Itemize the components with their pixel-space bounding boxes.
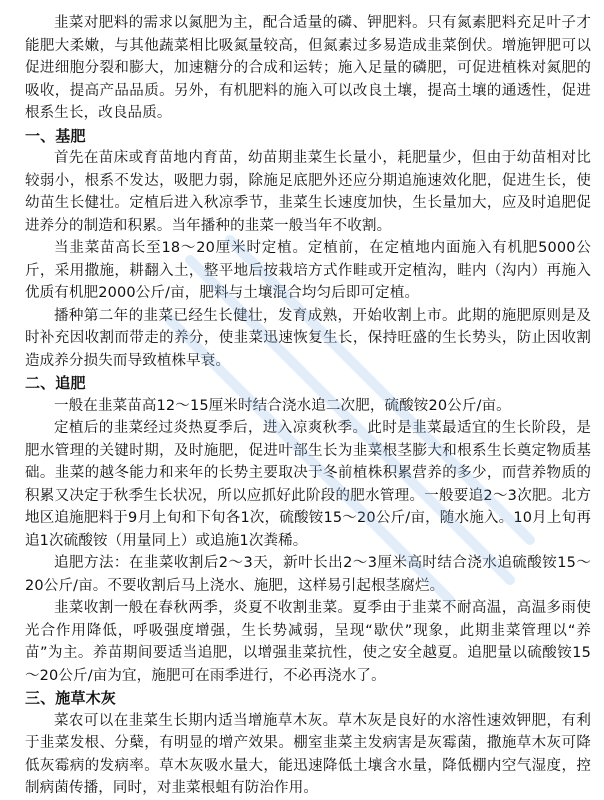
paragraph: 追肥方法：在韭菜收割后2～3天，新叶长出2～3厘米高时结合浇水追硫酸铵15～20公斤/亩。不要收割后马上浇水、施肥，这样易引起根茎腐烂。 — [25, 555, 591, 594]
section-heading-plant-ash: 三、施草木灰 — [25, 689, 116, 707]
section-heading-topdressing: 二、追肥 — [25, 374, 86, 392]
paragraph: 一般在韭菜苗高12～15厘米时结合浇水追二次肥，硫酸铵20公斤/亩。 — [54, 397, 511, 414]
document-body — [25, 12, 591, 800]
paragraph: 韭菜收割一般在春秋两季，炎夏不收割韭菜。夏季由于韭菜不耐高温，高温多雨使光合作用降低，呼吸强度增强，生长势减弱，呈现“歇伏”现象，此期韭菜管理以“养苗”为主。养苗期间要适当追肥，以增强韭菜抗性，使之安全越夏。追肥量以硫酸铵15～20公斤/亩为宜，施肥可在雨季进行，不必再浇水了。 — [25, 600, 591, 684]
paragraph: 当韭菜苗高长至18～20厘米时定植。定植前，在定植地内面施入有机肥5000公斤，采用撒施，耕翻入土，整平地后按栽培方式作畦或开定植沟，畦内（沟内）再施入优质有机肥2000公斤/亩，肥料与土壤混合均匀后即可定植。 — [25, 240, 591, 301]
paragraph: 播种第二年的韭菜已经生长健壮，发育成熟，开始收割上市。此期的施肥原则是及时补充因收割而带走的养分，使韭菜迅速恢复生长，保持旺盛的生长势头，防止因收割造成养分损失而导致植株早衰。 — [25, 307, 591, 369]
paragraph: 菜农可以在韭菜生长期内适当增施草木灰。草木灰是良好的水溶性速效钾肥，有利于韭菜发根、分蘖，有明显的增产效果。棚室韭菜主发病害是灰霉菌，撒施草木灰可降低灰霉病的发病率。草木灰吸水量大，能迅速降低土壤含水量，降低棚内空气湿度，控制病菌传播，同时，对韭菜根蛆有防治作用。 — [25, 712, 591, 796]
section-heading-base-fertilizer: 一、基肥 — [25, 126, 86, 145]
paragraph: 首先在苗床或育苗地内育苗，幼苗期韭菜生长量小，耗肥量少，但由于幼苗相对比较弱小，根系不发达，吸肥力弱，除施足底肥外还应分期追施速效化肥，促进生长，使幼苗生长健壮。定植后进入秋凉季节，韭菜生长速度加快，生长量加大，应及时追肥促进养分的制造和积累。当年播种的韭菜一般当年不收割。 — [25, 150, 591, 234]
intro-paragraph: 韭菜对肥料的需求以氮肥为主，配合适量的磷、钾肥料。只有氮素肥料充足叶子才能肥大柔嫩，与其他蔬菜相比吸氮量较高，但氮素过多易造成韭菜倒伏。增施钾肥可以促进细胞分裂和膨大，加速糖分的合成和运转；施入足量的磷肥，可促进植株对氮肥的吸收，提高产品品质。另外，有机肥料的施入可以改良土壤，提高土壤的通透性，促进根系生长，改良品质。 — [25, 15, 591, 121]
paragraph: 定植后的韭菜经过炎热夏季后，进入凉爽秋季。此时是韭菜最适宜的生长阶段，是肥水管理的关键时期，及时施肥，促进叶部生长为韭菜根茎膨大和根系生长奠定物质基础。韭菜的越冬能力和来年的长势主要取决于冬前植株积累营养的多少，而营养物质的积累又决定于秋季生长状况，所以应抓好此阶段的肥水管理。一般要追2～3次肥。北方地区追施肥料于9月上旬和下旬各1次，硫酸铵15～20公斤/亩，随水施入。10月上旬再追1次硫酸铵（用量同上）或追施1次粪稀。 — [25, 420, 591, 549]
